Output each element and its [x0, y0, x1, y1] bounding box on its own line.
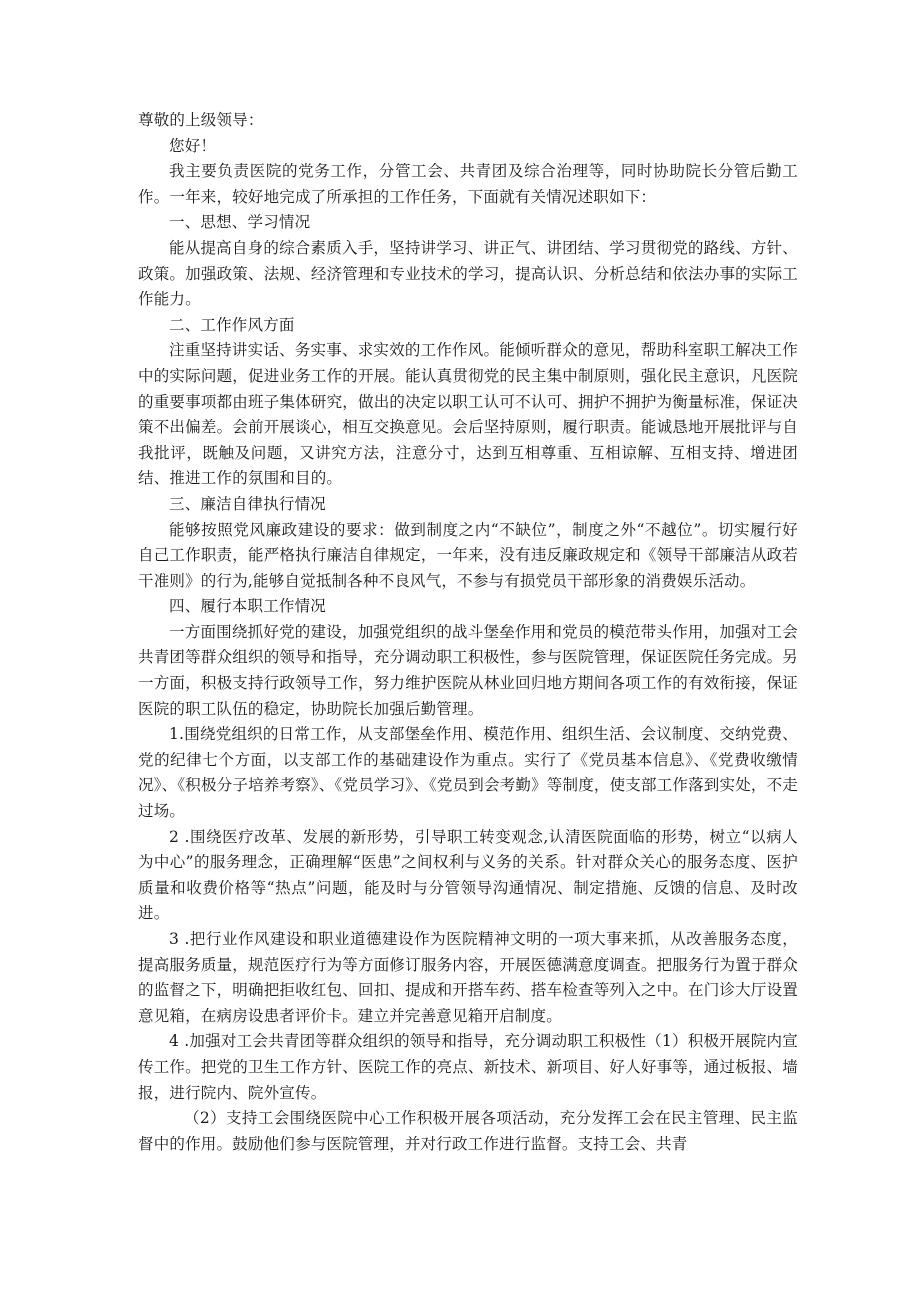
greeting: 您好！	[169, 136, 217, 155]
sub-item-2: （2）支持工会围绕医院中心工作积极开展各项活动，充分发挥工会在民主管理、民主监督中的作用。鼓励他们参与医院管理，并对行政工作进行监督。支持工会、共青	[138, 1109, 798, 1153]
intro-paragraph: 我主要负责医院的党务工作，分管工会、共青团及综合治理等，同时协助院长分管后勤工作。一年来，较好地完成了所承担的工作任务，下面就有关情况述职如下：	[138, 162, 798, 206]
paragraph: 能从提高自身的综合素质入手，坚持讲学习、讲正气、讲团结、学习贯彻党的路线、方针、政策。加强政策、法规、经济管理和专业技术的学习，提高认识、分析总结和依法办事的实际工作能力。	[138, 238, 798, 309]
section-heading-2: 二、工作作风方面	[169, 315, 295, 334]
list-item-2: 2 .围绕医疗改革、发展的新形势，引导职工转变观念,认清医院面临的形势，树立“以病人为中心”的服务理念，正确理解“医患”之间权利与义务的关系。针对群众关心的服务态度、医护质量和收费价格等“热点”问题，能及时与分管领导沟通情况、制定措施、反馈的信息、及时改进。	[138, 827, 798, 923]
section-heading-4: 四、履行本职工作情况	[169, 597, 327, 616]
paragraph: 一方面围绕抓好党的建设，加强党组织的战斗堡垒作用和党员的模范带头作用，加强对工会共青团等群众组织的领导和指导，充分调动职工积极性，参与医院管理，保证医院任务完成。另一方面，积极支持行政领导工作，努力维护医院从林业回归地方期间各项工作的有效衔接，保证医院的职工队伍的稳定，协助院长加强后勤管理。	[138, 622, 798, 718]
list-item-4: 4 .加强对工会共青团等群众组织的领导和指导，充分调动职工积极性（1）积极开展院内宣传工作。把党的卫生工作方针、医院工作的亮点、新技术、新项目、好人好事等，通过板报、墙报，进行院内、院外宣传。	[138, 1032, 798, 1102]
paragraph: 能够按照党风廉政建设的要求：做到制度之内“不缺位”，制度之外“不越位”。切实履行好自己工作职责，能严格执行廉洁自律规定，一年来，没有违反廉政规定和《领导干部廉洁从政若干准则》的行为,能够自觉抵制各种不良风气，不参与有损党员干部形象的消费娱乐活动。	[138, 520, 798, 590]
list-item-3: 3 .把行业作风建设和职业道德建设作为医院精神文明的一项大事来抓，从改善服务态度，提高服务质量，规范医疗行为等方面修订服务内容，开展医德满意度调查。把服务行为置于群众的监督之下，明确把拒收红包、回扣、提成和开搭车药、搭车检查等列入之中。在门诊大厅设置意见箱，在病房设患者评价卡。建立并完善意见箱开启制度。	[138, 930, 798, 1025]
list-item-1: 1.围绕党组织的日常工作，从支部堡垒作用、模范作用、组织生活、会议制度、交纳党费、党的纪律七个方面，以支部工作的基础建设作为重点。实行了《党员基本信息》、《党费收缴情况》、《积极分子培养考察》、《党员学习》、《党员到会考勤》等制度，使支部工作落到实处，不走过场。	[138, 725, 799, 821]
section-heading-3: 三、廉洁自律执行情况	[169, 494, 327, 513]
document-body	[138, 108, 798, 1157]
paragraph: 注重坚持讲实话、务实事、求实效的工作作风。能倾听群众的意见，帮助科室职工解决工作中的实际问题，促进业务工作的开展。能认真贯彻党的民主集中制原则，强化民主意识，凡医院的重要事项都由班子集体研究，做出的决定以职工认可不认可、拥护不拥护为衡量标准，保证决策不出偏差。会前开展谈心，相互交换意见。会后坚持原则，履行职责。能诚恳地开展批评与自我批评，既触及问题，又讲究方法，注意分寸，达到互相尊重、互相谅解、互相支持、增进团结、推进工作的氛围和目的。	[138, 341, 798, 488]
section-heading-1: 一、思想、学习情况	[169, 213, 311, 232]
salutation: 尊敬的上级领导：	[138, 111, 264, 129]
